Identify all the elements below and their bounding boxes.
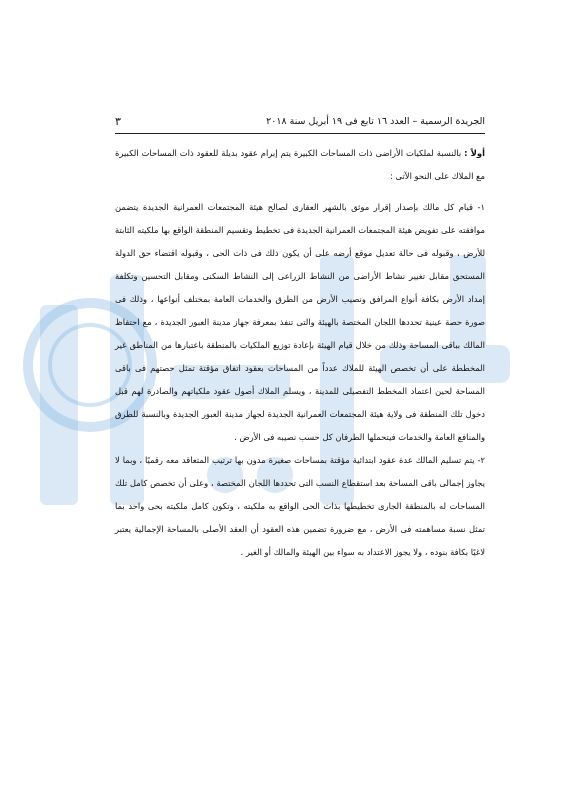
section-heading (115, 142, 485, 188)
document-page (115, 115, 485, 564)
paragraph-text: ١- قيام كل مالك بإصدار إقرار موثق بالشهر العقارى لصالح هيئة المجتمعات العمرانية الجديدة يتضمن موافقته على تفويض هيئة المجتمعات العمرانية الجديدة فى تخطيط وتقسيم المنطقة الواقع بها ملكيته الثابتة للأرض ، وقبوله فى حالة تعديل موقع أرضه على أن يكون ذلك فى ذات الحى ، وقبوله اقتضاء حق الدولة المستحق مقابل تغيير نشاط الأراضى من النشاط الزراعى إلى النشاط السكنى ومقابل التحسين وتكلفة إمداد الأرض بكافة أنواع المرافق ونصيب الأرض من الطرق والخدمات العامة بمختلف أنواعها ، وذلك فى صورة حصة عينية تحددها اللجان المختصة بالهيئة والتى تنفذ بمعرفة جهاز مدينة العبور الجديدة ، مع احتفاظ المالك بباقى المساحة وذلك من خلال قيام الهيئة بإعادة توزيع الملكيات بالمنطقة باعتبارها من المناطق غير المخططة على أن تخصص الهيئة للملاك عدداً من المساحات بعقود اتفاق مؤقتة تمثل حصتهم فى باقى المساحة لحين اعتماد المخطط التفصيلى للمدينة ، ويسلم الملاك أصول عقود ملكياتهم والصادرة لهم قبل دخول تلك المنطقة فى ولاية هيئة المجتمعات العمرانية الجديدة لجهاز مدينة العبور الجديدة وبالنسبة للطرق والمنافع العامة والخدمات فيتحملها الطرفان كل حسب نصيبه فى الأرض . (115, 202, 485, 442)
paragraph-1 (115, 196, 485, 449)
section-text: بالنسبة لملكيات الأراضى ذات المساحات الكبيرة يتم إبرام عقود بديلة للعقود ذات المساحات الكبيرة مع الملاك على النحو الآتى : (115, 148, 485, 181)
page-number: ٣ (115, 115, 121, 128)
paragraph-2 (115, 449, 485, 564)
page-header (115, 115, 485, 134)
section-lead: أولاً : (464, 148, 485, 158)
header-title: الجريدة الرسمية – العدد ١٦ تابع فى ١٩ أبريل سنة ٢٠١٨ (266, 116, 485, 127)
paragraph-text: ٢- يتم تسليم المالك عدة عقود ابتدائية مؤقتة بمساحات صغيرة مدون بها ترتيب المتعاقد معه رقميًا ، وبما لا يجاوز إجمالى باقى المساحة بعد استقطاع النسب التى تحددها اللجان المختصة ، وعلى أن تخصص كامل تلك المساحات له بالمنطقة الجارى تخطيطها بذات الحى الواقع به ملكيته ، وتكون كامل ملكيته بحى واحد بما تمثل نسبة مساهمته فى الأرض ، مع ضرورة تضمين هذه العقود أن العقد الأصلى بالمساحة الإجمالية يعتبر لاغيًا بكافة بنوده ، ولا يجوز الاعتداد به سواء بين الهيئة والمالك أو الغير . (115, 455, 485, 557)
